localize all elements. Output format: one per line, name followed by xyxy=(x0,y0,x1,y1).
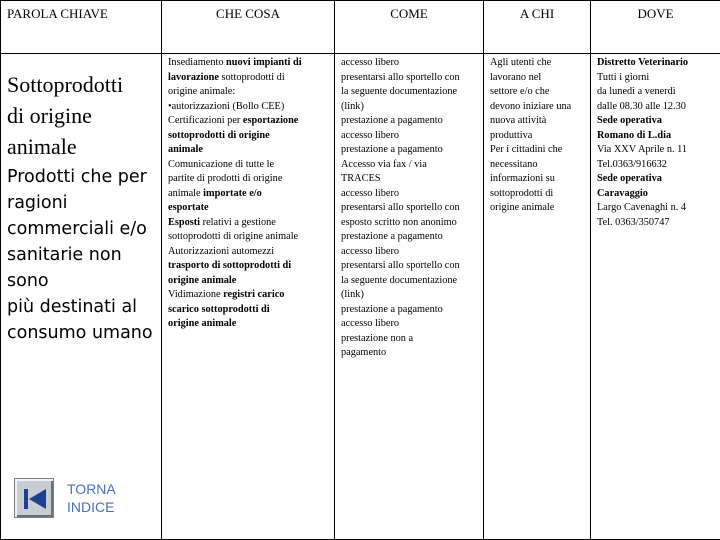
che-cosa-line-segment: origine animale xyxy=(168,274,237,286)
dove-line xyxy=(597,71,717,86)
dove-line-segment: Largo Cavenaghi n. 4 xyxy=(597,202,687,213)
come-line: la seguente documentazione xyxy=(341,86,458,97)
come-line: (link) xyxy=(341,100,364,112)
come-line: la seguente documentazione xyxy=(341,274,458,286)
che-cosa-line xyxy=(168,187,331,202)
come-line: presentarsi allo sportello con xyxy=(341,202,460,213)
dove-line xyxy=(597,201,717,216)
che-cosa-cell xyxy=(162,54,335,540)
torna-indice-label-line: INDICE xyxy=(67,499,115,515)
che-cosa-line-segment: Insediamento xyxy=(168,57,227,68)
che-cosa-line-segment: origine animale xyxy=(168,318,237,329)
keyword-subtitle-line: ragioni xyxy=(7,193,68,213)
come-line: esposto scritto non anonimo xyxy=(341,216,457,228)
skip-back-icon xyxy=(14,478,54,518)
che-cosa-line-segment: animale xyxy=(168,187,204,199)
keyword-subtitle-line: commerciali e/o xyxy=(7,219,147,239)
dove-line-segment: Tel.0363/916632 xyxy=(597,158,667,170)
che-cosa-line-segment: nuovi impianti di xyxy=(226,57,302,68)
header-a-chi: A CHI xyxy=(484,1,591,54)
dove-line-segment: Tel. 0363/350747 xyxy=(597,216,670,228)
torna-indice-button[interactable] xyxy=(14,478,116,518)
come-line: prestazione a pagamento xyxy=(341,144,443,155)
come-line: accesso libero xyxy=(341,245,400,257)
dove-line xyxy=(597,56,717,71)
che-cosa-line xyxy=(168,172,331,187)
header-dove: DOVE xyxy=(591,1,720,54)
header-row xyxy=(1,1,720,54)
che-cosa-line-segment: sottoprodotti di xyxy=(218,71,285,83)
che-cosa-line xyxy=(168,230,331,245)
dove-line xyxy=(597,100,717,115)
che-cosa-line xyxy=(168,288,331,303)
a-chi-text xyxy=(484,54,590,216)
che-cosa-line-segment: animale xyxy=(168,144,203,155)
che-cosa-line-segment: partite di prodotti di origine xyxy=(168,173,283,184)
dove-line xyxy=(597,172,717,187)
che-cosa-line-segment: sottoprodotti di origine xyxy=(168,129,270,141)
dove-line-segment: Distretto Veterinario xyxy=(597,57,689,68)
che-cosa-line-segment: Comunicazione di tutte le xyxy=(168,158,275,170)
che-cosa-line xyxy=(168,245,331,260)
keyword-title-line: Sottoprodotti xyxy=(7,72,124,97)
dove-line-segment: dalle 08.30 alle 12.30 xyxy=(597,100,686,112)
dove-cell xyxy=(591,54,720,540)
torna-indice-label xyxy=(67,480,116,516)
a-chi-line: produttiva xyxy=(490,129,533,141)
come-line: accesso libero xyxy=(341,187,400,199)
che-cosa-line xyxy=(168,71,331,86)
a-chi-line: nuova attività xyxy=(490,115,547,126)
che-cosa-line-segment: Vidimazione xyxy=(168,289,224,300)
a-chi-line: origine animale xyxy=(490,202,555,213)
che-cosa-line-segment: lavorazione xyxy=(168,71,219,83)
header-parola-chiave: PAROLA CHIAVE xyxy=(1,1,162,54)
keyword-cell xyxy=(1,54,162,540)
a-chi-line: necessitano xyxy=(490,158,538,170)
dove-line-segment: da lunedì a venerdì xyxy=(597,86,676,97)
keyword-title xyxy=(7,69,161,162)
dove-text xyxy=(591,54,720,230)
che-cosa-line xyxy=(168,274,331,289)
come-line: accesso libero xyxy=(341,129,400,141)
dove-line-segment: Caravaggio xyxy=(597,187,648,199)
che-cosa-line xyxy=(168,114,331,129)
come-line: TRACES xyxy=(341,173,381,184)
come-line: pagamento xyxy=(341,347,387,358)
dove-line-segment: Romano di L.dia xyxy=(597,129,672,141)
header-che-cosa: CHE COSA xyxy=(162,1,335,54)
come-line: (link) xyxy=(341,289,364,300)
dove-line-segment: Sede operativa xyxy=(597,115,662,126)
dove-line-segment: Via XXV Aprile n. 11 xyxy=(597,144,688,155)
che-cosa-line xyxy=(168,201,331,216)
a-chi-line: devono iniziare una xyxy=(490,100,572,112)
che-cosa-line xyxy=(168,56,331,71)
torna-indice-label-line: TORNA xyxy=(67,481,116,497)
keyword-subtitle xyxy=(7,164,161,346)
dove-line xyxy=(597,143,717,158)
come-cell xyxy=(335,54,484,540)
a-chi-line: lavorano nel xyxy=(490,71,542,83)
keyword-title-line: animale xyxy=(7,134,77,159)
keyword-subtitle-line: Prodotti che per xyxy=(7,167,147,187)
che-cosa-line-segment: Certificazioni per xyxy=(168,115,243,126)
che-cosa-line-segment: registri carico xyxy=(223,289,285,300)
dove-line xyxy=(597,216,717,231)
dove-line xyxy=(597,158,717,173)
che-cosa-line-segment: Autorizzazioni automezzi xyxy=(168,245,275,257)
keyword-subtitle-line: sanitarie non sono xyxy=(7,245,122,291)
che-cosa-line-segment: scarico sottoprodotti di xyxy=(168,303,270,315)
come-text xyxy=(335,54,483,361)
content-row xyxy=(1,54,720,540)
come-line: presentarsi allo sportello con xyxy=(341,260,460,271)
che-cosa-line-segment: Esposti xyxy=(168,216,201,228)
come-line: prestazione a pagamento xyxy=(341,115,443,126)
come-line: accesso libero xyxy=(341,318,400,329)
che-cosa-line-segment: importate e/o xyxy=(203,187,262,199)
come-line: prestazione a pagamento xyxy=(341,231,443,242)
a-chi-line: informazioni su xyxy=(490,173,555,184)
che-cosa-line-segment: •autorizzazioni (Bollo CEE) xyxy=(168,100,285,112)
che-cosa-line xyxy=(168,158,331,173)
come-line: Accesso via fax / via xyxy=(341,158,427,170)
keyword-subtitle-line: consumo umano xyxy=(7,323,153,343)
che-cosa-line-segment: origine animale: xyxy=(168,86,236,97)
che-cosa-text xyxy=(162,54,334,332)
che-cosa-line-segment: relativi a gestione xyxy=(200,216,276,228)
keyword-title-line: di origine xyxy=(7,103,92,128)
che-cosa-line-segment: sottoprodotti di origine animale xyxy=(168,231,299,242)
dove-line-segment: Sede operativa xyxy=(597,173,662,184)
come-line: prestazione a pagamento xyxy=(341,303,443,315)
dove-line-segment: Tutti i giorni xyxy=(597,71,650,83)
a-chi-line: Per i cittadini che xyxy=(490,144,563,155)
header-come: COME xyxy=(335,1,484,54)
che-cosa-line xyxy=(168,100,331,115)
che-cosa-line xyxy=(168,129,331,144)
a-chi-line: settore e/o che xyxy=(490,86,550,97)
che-cosa-line xyxy=(168,85,331,100)
che-cosa-line xyxy=(168,317,331,332)
che-cosa-line xyxy=(168,303,331,318)
come-line: accesso libero xyxy=(341,57,400,68)
che-cosa-line xyxy=(168,259,331,274)
come-line: presentarsi allo sportello con xyxy=(341,71,460,83)
dove-line xyxy=(597,129,717,144)
che-cosa-line-segment: esportazione xyxy=(242,115,299,126)
a-chi-line: sottoprodotti di xyxy=(490,187,554,199)
che-cosa-line xyxy=(168,143,331,158)
che-cosa-line-segment: trasporto di sottoprodotti di xyxy=(168,260,292,271)
dove-line xyxy=(597,187,717,202)
come-line: prestazione non a xyxy=(341,332,414,344)
che-cosa-line xyxy=(168,216,331,231)
keyword-subtitle-line: più destinati al xyxy=(7,297,138,317)
a-chi-cell xyxy=(484,54,591,540)
dove-line xyxy=(597,114,717,129)
a-chi-line: Agli utenti che xyxy=(490,57,552,68)
dove-line xyxy=(597,85,717,100)
che-cosa-line-segment: esportate xyxy=(168,202,209,213)
